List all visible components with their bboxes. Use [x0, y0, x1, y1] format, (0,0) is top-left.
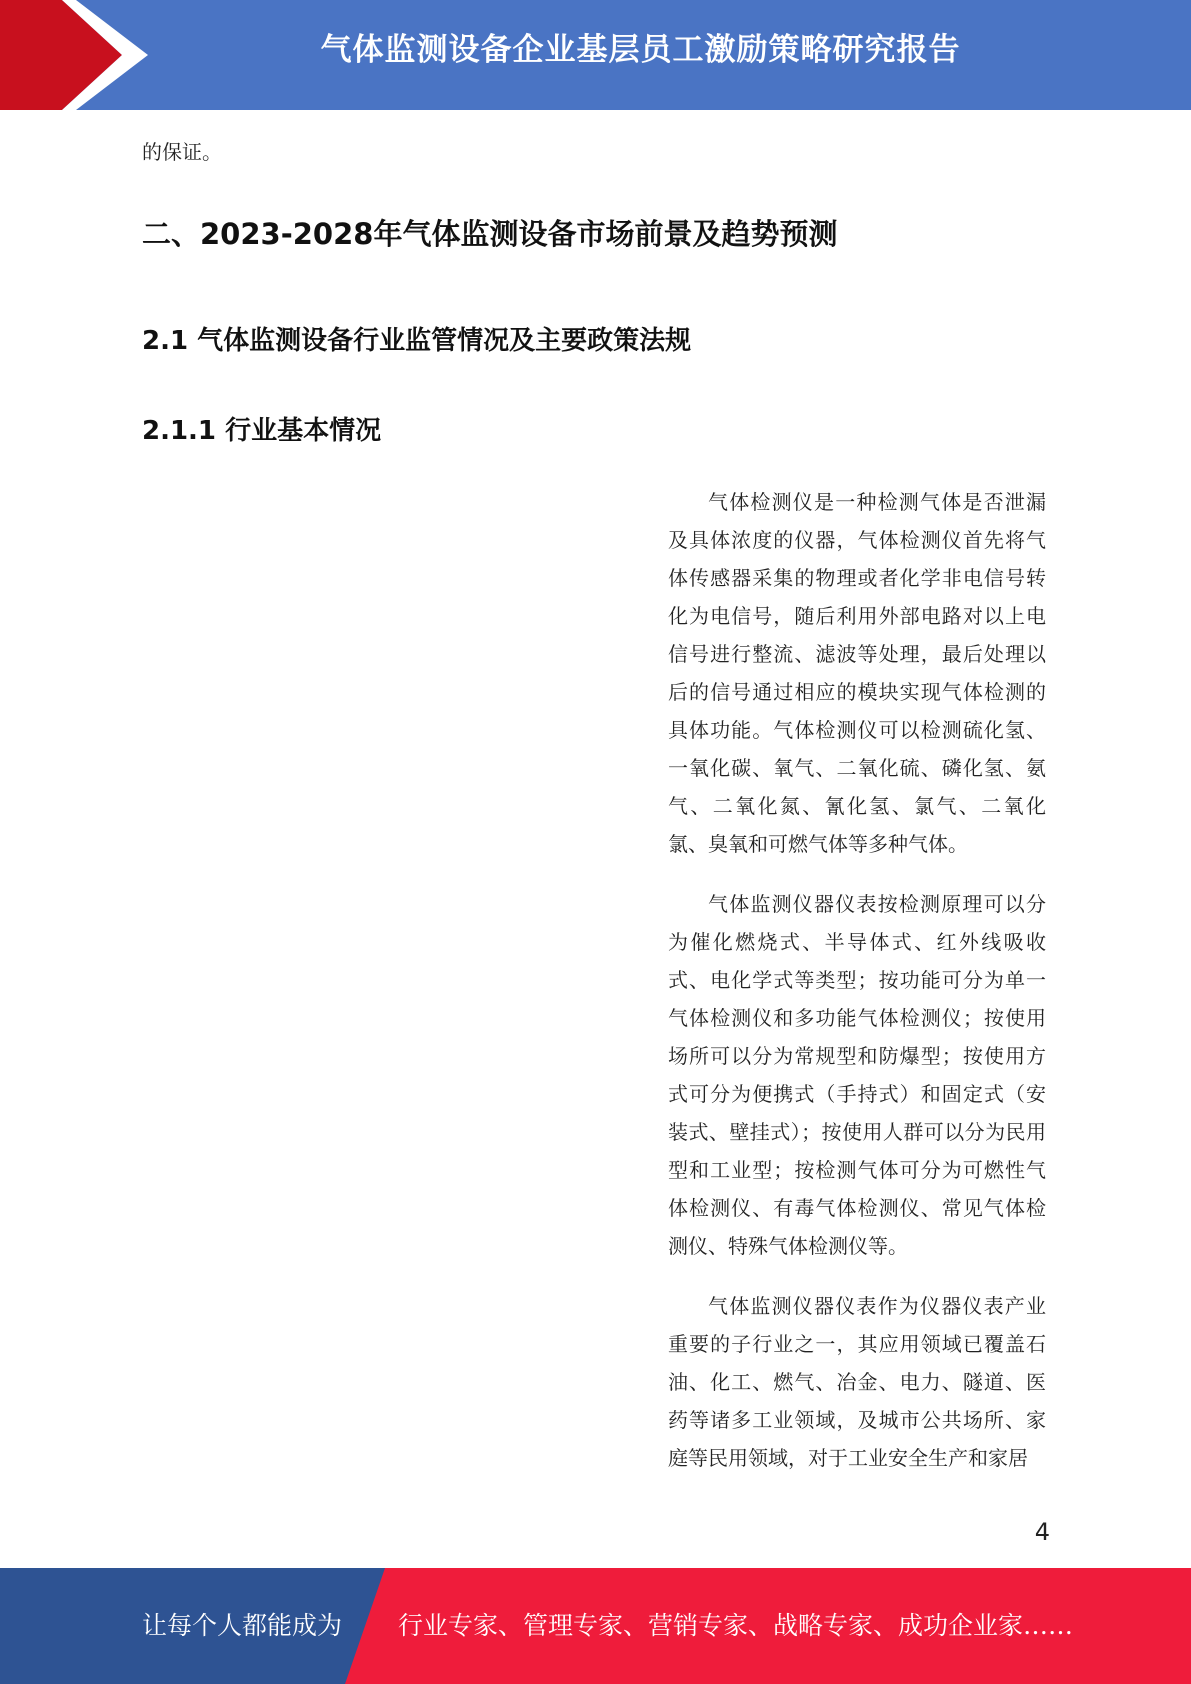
body-text-column	[668, 483, 1046, 1499]
page-header	[0, 0, 1191, 110]
paragraph: 气体监测仪器仪表作为仪器仪表产业重要的子行业之一，其应用领域已覆盖石油、化工、燃气、冶金、电力、隧道、医药等诸多工业领域，及城市公共场所、家庭等民用领域，对于工业安全生产和家居	[668, 1294, 1046, 1470]
paragraph: 气体检测仪是一种检测气体是否泄漏及具体浓度的仪器，气体检测仪首先将气体传感器采集的物理或者化学非电信号转化为电信号，随后利用外部电路对以上电信号进行整流、滤波等处理，最后处理以后的信号通过相应的模块实现气体检测的具体功能。气体检测仪可以检测硫化氢、一氧化碳、氧气、二氧化硫、磷化氢、氨气、二氧化氮、氰化氢、氯气、二氧化氯、臭氧和可燃气体等多种气体。	[668, 490, 1046, 856]
footer-roles-text: 行业专家、管理专家、营销专家、战略专家、成功企业家……	[398, 1611, 1074, 1640]
section-heading: 二、2023-2028年气体监测设备市场前景及趋势预测	[142, 217, 838, 251]
page-number: 4	[1034, 1518, 1050, 1546]
page-footer	[0, 1568, 1191, 1684]
subsection-heading: 2.1 气体监测设备行业监管情况及主要政策法规	[142, 326, 692, 356]
footer-slogan: 让每个人都能成为	[142, 1611, 343, 1640]
header-arrow-decoration	[0, 0, 160, 110]
sub-subsection-heading: 2.1.1 行业基本情况	[142, 416, 382, 446]
paragraph: 气体监测仪器仪表按检测原理可以分为催化燃烧式、半导体式、红外线吸收式、电化学式等类型；按功能可分为单一气体检测仪和多功能气体检测仪；按使用场所可以分为常规型和防爆型；按使用方式可分为便携式（手持式）和固定式（安装式、壁挂式）；按使用人群可以分为民用型和工业型；按检测气体可分为可燃性气体检测仪、有毒气体检测仪、常见气体检测仪、特殊气体检测仪等。	[668, 892, 1046, 1258]
continued-text: 的保证。	[142, 140, 222, 164]
blank-image-area	[142, 480, 642, 980]
report-title: 气体监测设备企业基层员工激励策略研究报告	[320, 32, 961, 68]
